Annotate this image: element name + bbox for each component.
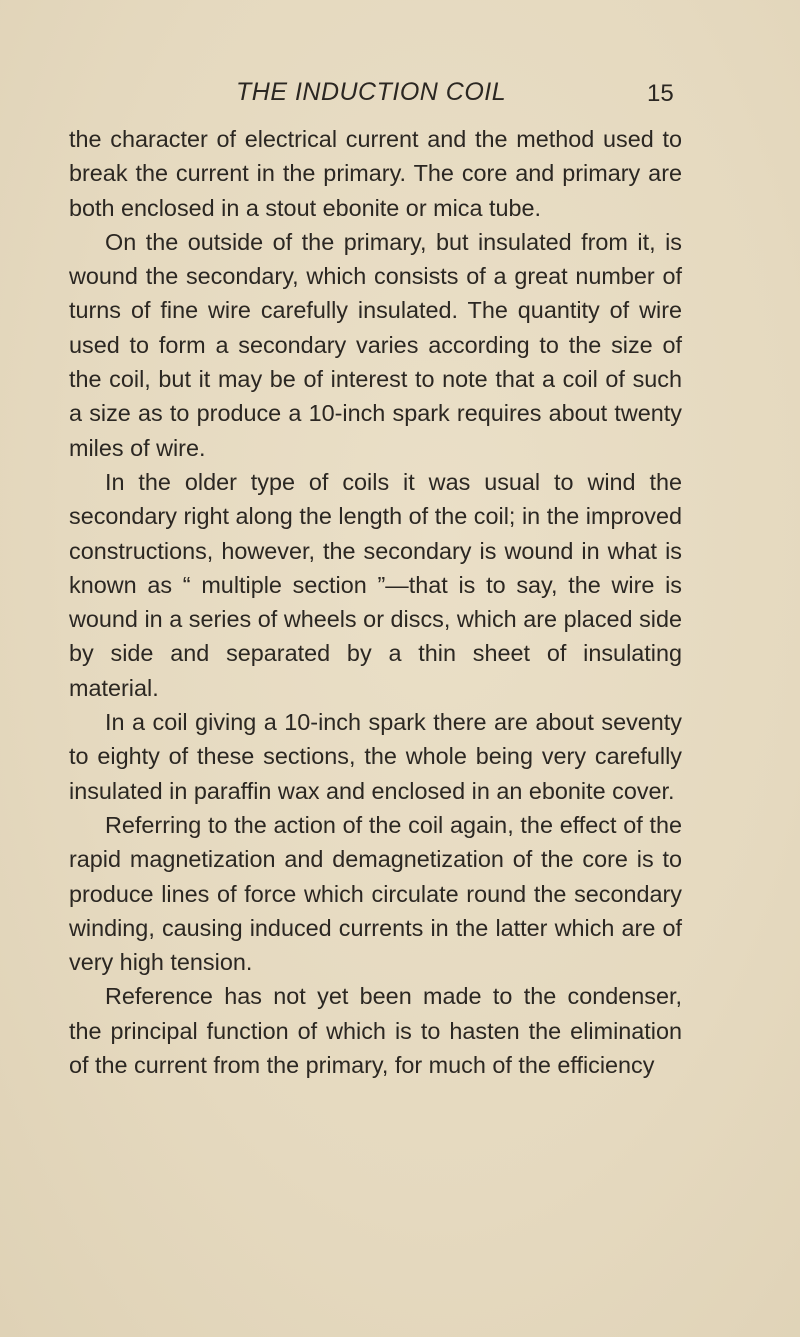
paragraph-6: Reference has not yet been made to the condenser, the principal function of which is to hasten the elimination of the current from the primary, for much of the efficiency xyxy=(69,983,682,1079)
paragraph-4: In a coil giving a 10-inch spark there are about seventy to eighty of these sections, the whole being very carefully insulated in paraffin wax and enclosed in an ebonite cover. xyxy=(69,709,682,804)
paragraph-1: the character of electrical current and the method used to break the current in the primary. The core and primary are both enclosed in a stout ebonite or mica tube. xyxy=(69,126,682,221)
body-text xyxy=(69,122,682,1082)
running-title: THE INDUCTION COIL xyxy=(236,78,507,106)
paragraph-3: In the older type of coils it was usual to wind the secondary right along the length of the coil; in the improved constructions, however, the secondary is wound in what is known as “ multiple section ”—that is to say, the wire is wound in a series of wheels or discs, which are placed side by side and separated by a thin sheet of insulating material. xyxy=(69,468,682,701)
paragraph-2: On the outside of the primary, but insulated from it, is wound the secondary, which consists of a great number of turns of fine wire carefully insulated. The quantity of wire used to form a secondary varies according to the size of the coil, but it may be of interest to note that a coil of such a size as to produce a 10-inch spark requires about twenty miles of wire. xyxy=(69,228,682,461)
page-number: 15 xyxy=(647,80,674,107)
paragraph-5: Referring to the action of the coil again, the effect of the rapid magnetization and demagnetization of the core is to produce lines of force which circulate round the secondary winding, causing induced currents in the latter which are of very high tension. xyxy=(69,811,682,976)
